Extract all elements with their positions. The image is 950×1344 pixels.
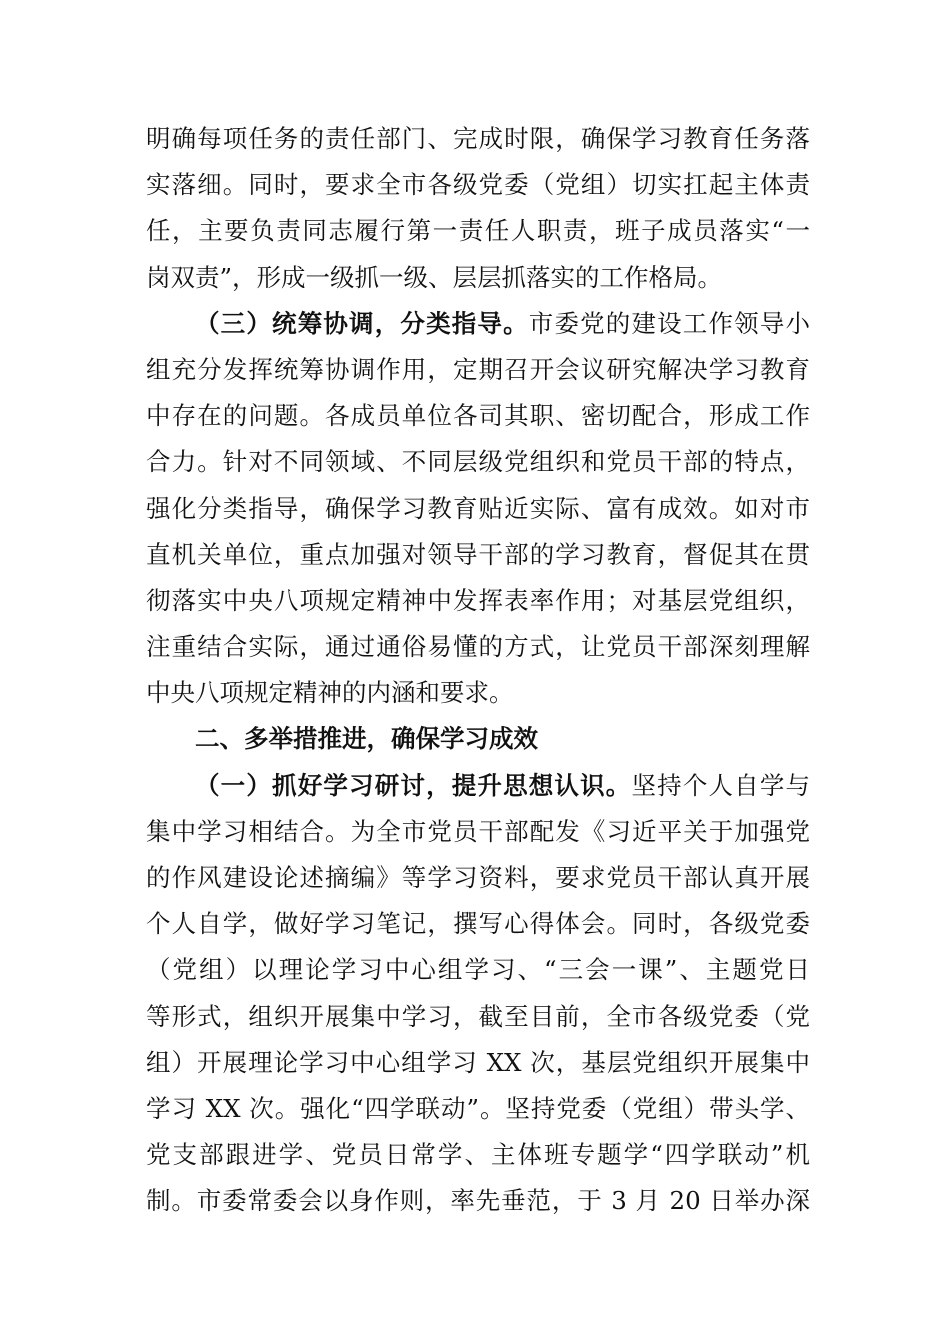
text-line: 直机关单位，重点加强对领导干部的学习教育，督促其在贯 — [146, 539, 810, 569]
text-line: 任，主要负责同志履行第一责任人职责，班子成员落实“一 — [146, 216, 810, 246]
text-line: 注重结合实际，通过通俗易懂的方式，让党员干部深刻理解 — [146, 632, 810, 662]
text-line: 等形式，组织开展集中学习，截至目前，全市各级党委（党 — [146, 1001, 810, 1031]
text-line: 岗双责”，形成一级抓一级、层层抓落实的工作格局。 — [146, 262, 723, 292]
text-line — [146, 301, 810, 347]
text-line: 合力。针对不同领域、不同层级党组织和党员干部的特点， — [146, 447, 810, 477]
text-line: 组）开展理论学习中心组学习 XX 次，基层党组织开展集中 — [146, 1047, 810, 1077]
text-line: 强化分类指导，确保学习教育贴近实际、富有成效。如对市 — [146, 493, 810, 523]
subsection-heading: （一）抓好学习研讨，提升思想认识。 — [195, 770, 632, 800]
text-line: 明确每项任务的责任部门、完成时限，确保学习教育任务落 — [146, 124, 810, 153]
section-title — [146, 716, 810, 762]
text-line: 中央八项规定精神的内涵和要求。 — [146, 678, 514, 708]
text-line: 学习 XX 次。强化“四学联动”。坚持党委（党组）带头学、 — [146, 1093, 810, 1123]
document-body — [146, 116, 810, 1225]
paragraph-coordination — [146, 301, 810, 717]
text-line: 制。市委常委会以身作则，率先垂范，于 3 月 20 日举办深 — [146, 1186, 810, 1216]
text-run: 市委党的建设工作领导小 — [528, 308, 811, 338]
text-line: 个人自学，做好学习笔记，撰写心得体会。同时，各级党委 — [146, 909, 810, 939]
text-line: （党组）以理论学习中心组学习、“三会一课”、主题党日 — [146, 955, 810, 985]
text-line: 集中学习相结合。为全市党员干部配发《习近平关于加强党 — [146, 816, 810, 846]
subsection-heading: （三）统筹协调，分类指导。 — [195, 308, 529, 338]
text-line: 彻落实中央八项规定精神中发挥表率作用；对基层党组织， — [146, 585, 810, 615]
text-line: 实落细。同时，要求全市各级党委（党组）切实扛起主体责 — [146, 170, 810, 200]
text-line: 的作风建设论述摘编》等学习资料，要求党员干部认真开展 — [146, 863, 810, 892]
text-line: 党支部跟进学、党员日常学、主体班专题学“四学联动”机 — [146, 1140, 810, 1170]
text-line: 组充分发挥统筹协调作用，定期召开会议研究解决学习教育 — [146, 354, 810, 384]
text-line: 中存在的问题。各成员单位各司其职、密切配合，形成工作 — [146, 401, 810, 431]
paragraph-study-discussion — [146, 763, 810, 1225]
section-heading: 二、多举措推进，确保学习成效 — [195, 724, 538, 754]
text-line — [146, 763, 810, 809]
paragraph-task-responsibility — [146, 116, 810, 301]
text-run: 坚持个人自学与 — [631, 770, 811, 800]
